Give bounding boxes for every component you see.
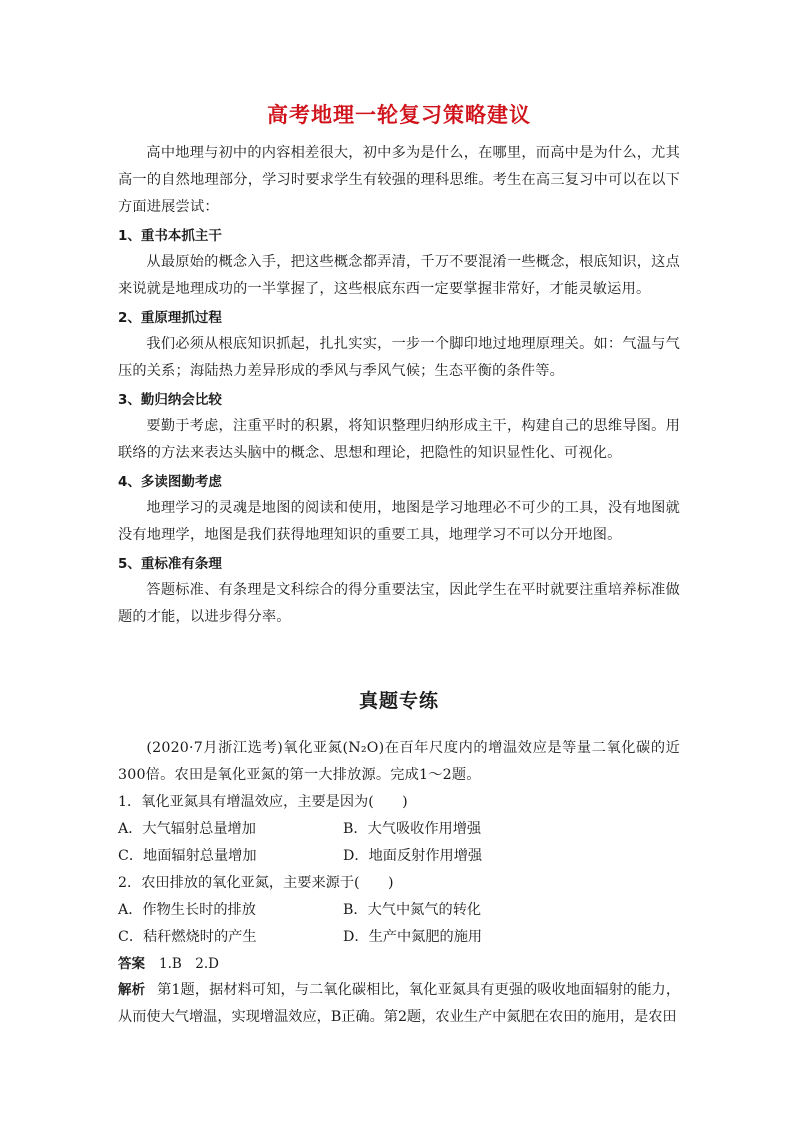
option-a: A．大气辐射总量增加 <box>118 821 256 837</box>
option-c: C．秸秆燃烧时的产生 <box>118 929 257 945</box>
strategy-section-2 <box>118 305 680 385</box>
section-body: 要勤于考虑，注重平时的积累，将知识整理归纳形成主干，构建自己的思维导图。用联络的方法来表达头脑中的概念、思想和理论，把隐性的知识显性化、可视化。 <box>118 418 680 461</box>
intro-paragraph: 高中地理与初中的内容相差很大，初中多为是什么，在哪里，而高中是为什么，尤其高一的自然地理部分，学习时要求学生有较强的理科思维。考生在高三复习中可以在以下方面进展尝试： <box>118 145 680 215</box>
exercise-stem: (2020·7月浙江选考)氧化亚氮(N₂O)在百年尺度内的增温效应是等量二氧化碳的近300倍。农田是氧化亚氮的第一大排放源。完成1～2题。 <box>118 740 680 783</box>
section-heading: 2、重原理抓过程 <box>118 310 222 326</box>
strategy-section-1 <box>118 223 680 303</box>
question-text: 1．氧化亚氮具有增温效应，主要是因为( ) <box>118 794 408 810</box>
question-options <box>118 816 680 870</box>
question-text: 2．农田排放的氧化亚氮，主要来源于( ) <box>118 875 394 891</box>
question-1 <box>118 789 680 870</box>
option-d: D．生产中氮肥的施用 <box>343 929 483 945</box>
analysis-label: 解析 <box>118 982 146 998</box>
answer-line <box>118 951 680 977</box>
strategy-section-5 <box>118 551 680 631</box>
document-page <box>118 100 680 1031</box>
document-title: 高考地理一轮复习策略建议 <box>267 103 531 127</box>
section-body: 答题标准、有条理是文科综合的得分重要法宝，因此学生在平时就要注重培养标准做题的才能，以进步得分率。 <box>118 582 680 625</box>
option-b: B．大气中氮气的转化 <box>343 902 482 918</box>
option-b: B．大气吸收作用增强 <box>343 821 482 837</box>
section-heading: 3、勤归纳会比较 <box>118 392 222 408</box>
question-options <box>118 897 680 951</box>
strategy-section-4 <box>118 469 680 549</box>
option-c: C．地面辐射总量增加 <box>118 848 257 864</box>
answer-value: 1.B 2.D <box>159 956 220 972</box>
section-body: 我们必须从根底知识抓起，扎扎实实，一步一个脚印地过地理原理关。如：气温与气压的关系；海陆热力差异形成的季风与季风气候；生态平衡的条件等。 <box>118 336 680 379</box>
strategy-section-3 <box>118 387 680 467</box>
option-a: A．作物生长时的排放 <box>118 902 256 918</box>
section-body: 从最原始的概念入手，把这些概念都弄清，千万不要混淆一些概念，根底知识，这点来说就是地理成功的一半掌握了，这些根底东西一定要掌握非常好，才能灵敏运用。 <box>118 254 680 297</box>
section-heading: 1、重书本抓主干 <box>118 228 222 244</box>
analysis-paragraph <box>118 977 680 1031</box>
question-2 <box>118 870 680 951</box>
section-heading: 4、多读图勤考虑 <box>118 474 222 490</box>
section-heading: 5、重标准有条理 <box>118 556 222 572</box>
analysis-text: 第1题，据材料可知，与二氧化碳相比，氧化亚氮具有更强的吸收地面辐射的能力，从而使大气增温，实现增温效应，B正确。第2题，农业生产中氮肥在农田的施用，是农田 <box>118 982 681 1025</box>
section-body: 地理学习的灵魂是地图的阅读和使用，地图是学习地理必不可少的工具，没有地图就没有地理学，地图是我们获得地理知识的重要工具，地理学习不可以分开地图。 <box>118 500 680 543</box>
answer-label: 答案 <box>118 956 145 972</box>
option-d: D．地面反射作用增强 <box>343 848 483 864</box>
exercises-title: 真题专练 <box>358 690 439 712</box>
